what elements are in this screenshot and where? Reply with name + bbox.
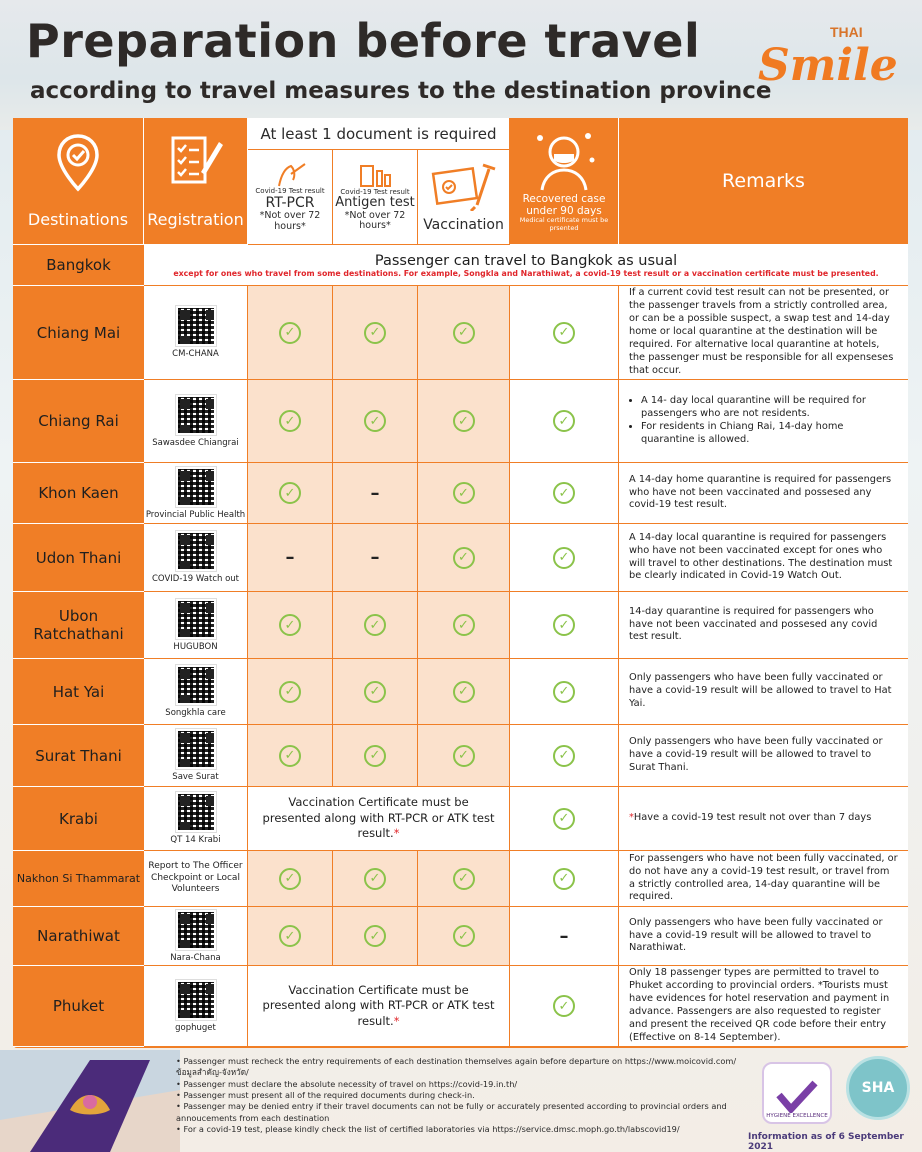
footer-note: • Passenger must present all of the required documents during check-in. bbox=[176, 1090, 746, 1101]
check-icon: ✓ bbox=[553, 808, 575, 830]
merged-requirement bbox=[248, 966, 510, 1047]
qr-code-icon bbox=[176, 599, 216, 639]
remark-cell bbox=[619, 380, 908, 463]
check-icon: ✓ bbox=[453, 482, 475, 504]
registration-label: Sawasdee Chiangrai bbox=[152, 437, 239, 448]
registration-cell bbox=[144, 725, 248, 787]
registration-label: gophuget bbox=[175, 1022, 216, 1033]
status-cell bbox=[333, 463, 418, 524]
registration-label: Registration bbox=[147, 209, 244, 229]
check-icon: ✓ bbox=[553, 410, 575, 432]
destination-cell: Hat Yai bbox=[13, 659, 144, 725]
rtpcr-label: RT-PCR bbox=[265, 194, 315, 211]
nasal-swab-icon bbox=[273, 162, 307, 188]
registration-label: CM-CHANA bbox=[172, 349, 219, 359]
status-cell bbox=[333, 592, 418, 659]
check-icon: ✓ bbox=[364, 322, 386, 344]
status-cell bbox=[510, 907, 619, 966]
registration-cell bbox=[144, 286, 248, 380]
status-cell bbox=[333, 907, 418, 966]
check-icon: ✓ bbox=[279, 925, 301, 947]
remark-text: A 14-day home quarantine is required for passengers who have not been vaccinated and possesed any covid-19 test result. bbox=[629, 473, 892, 511]
antigen-note: *Not over 72 hours* bbox=[344, 209, 406, 231]
bangkok-main: Passenger can travel to Bangkok as usual bbox=[374, 252, 678, 269]
destination-cell: Nakhon Si Thammarat bbox=[13, 851, 144, 907]
col-rtpcr bbox=[248, 150, 333, 245]
merged-requirement bbox=[248, 787, 510, 851]
merged-star: * bbox=[393, 826, 400, 841]
remark-star: * bbox=[629, 812, 634, 824]
col-antigen bbox=[333, 150, 418, 245]
status-cell bbox=[418, 286, 510, 380]
check-icon: ✓ bbox=[364, 745, 386, 767]
check-icon: ✓ bbox=[279, 681, 301, 703]
bangkok-note: except for ones who travel from some destinations. For example, Songkla and Narathiwat, a covid-19 test result or a vaccination certificate must be presented. bbox=[173, 268, 879, 278]
remark-text-wrap bbox=[629, 532, 898, 584]
check-icon: ✓ bbox=[553, 745, 575, 767]
status-cell bbox=[510, 659, 619, 725]
check-icon: ✓ bbox=[453, 614, 475, 636]
dash-icon: – bbox=[285, 547, 295, 568]
test-kit-icon bbox=[358, 163, 392, 189]
qr-code-icon bbox=[176, 792, 216, 832]
remark-text: 14-day quarantine is required for passengers who have not been vaccinated and possesed any covid test result. bbox=[629, 605, 878, 643]
remark-cell bbox=[619, 966, 908, 1047]
check-icon: ✓ bbox=[364, 681, 386, 703]
status-cell bbox=[418, 659, 510, 725]
remark-cell bbox=[619, 592, 908, 659]
registration-cell bbox=[144, 524, 248, 592]
remark-cell bbox=[619, 286, 908, 380]
check-icon: ✓ bbox=[364, 868, 386, 890]
qr-code-icon bbox=[176, 306, 216, 346]
status-cell bbox=[248, 463, 333, 524]
check-icon: ✓ bbox=[279, 868, 301, 890]
status-cell bbox=[333, 286, 418, 380]
qr-code-icon bbox=[176, 467, 216, 507]
footer-note: • Passenger may be denied entry if their travel documents can not be fully or accurately presented according to provincial orders and annoucements from each destination bbox=[176, 1101, 746, 1124]
status-cell bbox=[510, 966, 619, 1047]
hygiene-check-icon bbox=[775, 1079, 819, 1113]
col-remarks: Remarks bbox=[619, 118, 908, 245]
status-cell bbox=[333, 725, 418, 787]
status-cell bbox=[418, 907, 510, 966]
status-cell bbox=[333, 380, 418, 463]
remark-text: If a current covid test result can not be presented, or the passenger travels from a strictly controlled area, or can be a possible suspect, a swap test and 14-day home or local quarantine at the destination will be required. For alternative local quarantine at hotels, the passenger must be responsible for all expenseses that occur. bbox=[629, 287, 894, 376]
check-icon: ✓ bbox=[553, 482, 575, 504]
col-destinations bbox=[13, 118, 144, 245]
remark-item: • For residents in Chiang Rai, 14-day home quarantine is allowed. bbox=[641, 421, 898, 447]
status-cell bbox=[510, 851, 619, 907]
check-icon: ✓ bbox=[453, 681, 475, 703]
check-icon: ✓ bbox=[279, 322, 301, 344]
check-icon: ✓ bbox=[364, 925, 386, 947]
bangkok-info bbox=[144, 245, 908, 286]
rtpcr-small-label: Covid-19 Test result bbox=[255, 187, 325, 196]
remark-cell bbox=[619, 907, 908, 966]
airplane-tail-image bbox=[0, 1050, 180, 1152]
status-cell bbox=[248, 725, 333, 787]
status-cell bbox=[333, 659, 418, 725]
dash-icon: – bbox=[559, 925, 569, 947]
bangkok-destination: Bangkok bbox=[13, 245, 144, 286]
qr-code-icon bbox=[176, 665, 216, 705]
remark-text-wrap bbox=[629, 853, 898, 905]
registration-cell bbox=[144, 851, 248, 907]
status-cell bbox=[510, 787, 619, 851]
logo-name: Smile bbox=[758, 40, 898, 91]
remark-text-wrap bbox=[629, 736, 898, 775]
status-cell bbox=[418, 463, 510, 524]
remark-text: For passengers who have not been fully vaccinated, or do not have any a covid-19 test result, or travel from a strictly controlled area, 14-day quarantine will be required. bbox=[629, 852, 898, 903]
status-cell bbox=[248, 524, 333, 592]
footer-note: • Passenger must recheck the entry requirements of each destination themselves again before departure on https://www.moicovid.com/ข้อมูลสำคัญ-จังหวัด/ bbox=[176, 1056, 746, 1079]
check-icon: ✓ bbox=[453, 322, 475, 344]
dash-icon: – bbox=[370, 547, 380, 568]
qr-code-icon bbox=[176, 980, 216, 1020]
remark-cell bbox=[619, 524, 908, 592]
vaccination-label: Vaccination bbox=[423, 217, 504, 233]
destination-cell: Khon Kaen bbox=[13, 463, 144, 524]
remark-cell bbox=[619, 463, 908, 524]
registration-cell bbox=[144, 966, 248, 1047]
status-cell bbox=[510, 380, 619, 463]
registration-cell bbox=[144, 907, 248, 966]
status-cell bbox=[248, 286, 333, 380]
destinations-label: Destinations bbox=[27, 209, 129, 229]
antigen-label: Antigen test bbox=[335, 195, 415, 211]
check-icon: ✓ bbox=[553, 681, 575, 703]
merged-text: Vaccination Certificate must be presented along with RT-PCR or ATK test result. bbox=[262, 795, 495, 841]
recovered-note: Medical certificate must be prsented bbox=[519, 216, 609, 232]
remark-text: Have a covid-19 test result not over than 7 days bbox=[633, 812, 872, 824]
check-icon: ✓ bbox=[279, 410, 301, 432]
qr-code-icon bbox=[176, 910, 216, 950]
dash-icon: – bbox=[370, 482, 380, 504]
hygiene-excellence-badge bbox=[762, 1062, 832, 1124]
destination-cell: Chiang Rai bbox=[13, 380, 144, 463]
registration-cell bbox=[144, 380, 248, 463]
status-cell bbox=[418, 380, 510, 463]
vaccine-certificate-icon bbox=[431, 161, 497, 211]
merged-line bbox=[258, 795, 499, 842]
status-cell bbox=[418, 725, 510, 787]
registration-label: HUGUBON bbox=[173, 641, 218, 652]
check-icon: ✓ bbox=[364, 614, 386, 636]
remark-text-wrap bbox=[629, 917, 898, 956]
masked-person-icon bbox=[532, 130, 596, 192]
destination-cell: Chiang Mai bbox=[13, 286, 144, 380]
check-icon: ✓ bbox=[453, 745, 475, 767]
status-cell bbox=[333, 851, 418, 907]
registration-label: Save Surat bbox=[172, 772, 219, 782]
status-cell bbox=[248, 380, 333, 463]
footer-note: • Passenger must declare the absolute necessity of travel on https://covid-19.in.th/ bbox=[176, 1079, 746, 1090]
check-icon: ✓ bbox=[553, 868, 575, 890]
col-registration bbox=[144, 118, 248, 245]
merged-star: * bbox=[393, 1013, 400, 1028]
remark-text-wrap bbox=[629, 812, 871, 825]
check-icon: ✓ bbox=[453, 547, 475, 569]
check-icon: ✓ bbox=[364, 410, 386, 432]
antigen-small-label: Covid-19 Test result bbox=[340, 187, 410, 196]
destination-cell: Phuket bbox=[13, 966, 144, 1047]
check-icon: ✓ bbox=[453, 410, 475, 432]
remark-text-wrap bbox=[629, 606, 898, 645]
registration-cell bbox=[144, 463, 248, 524]
qr-code-icon bbox=[176, 531, 216, 571]
status-cell bbox=[510, 463, 619, 524]
registration-label: Nara-Chana bbox=[170, 952, 221, 963]
registration-label: Report to The Officer Checkpoint or Local Volunteers bbox=[148, 860, 243, 895]
remark-text: Only passengers who have been fully vaccinated or have a covid-19 result will be allowed to travel to Narathiwat. bbox=[629, 916, 883, 954]
status-cell bbox=[510, 524, 619, 592]
destination-cell: Udon Thani bbox=[13, 524, 144, 592]
check-icon: ✓ bbox=[553, 547, 575, 569]
status-cell bbox=[333, 524, 418, 592]
col-vaccination bbox=[418, 150, 510, 245]
status-cell bbox=[248, 659, 333, 725]
travel-table bbox=[13, 118, 908, 1048]
remark-cell bbox=[619, 725, 908, 787]
page-subtitle: according to travel measures to the destination province bbox=[30, 78, 772, 104]
remark-text: Only passengers who have been fully vaccinated or have a covid-19 result will be allowed to travel to Surat Thani. bbox=[629, 736, 883, 773]
check-icon: ✓ bbox=[553, 614, 575, 636]
thai-smile-logo bbox=[752, 20, 902, 100]
sha-badge: SHA bbox=[846, 1056, 910, 1120]
page-title: Preparation before travel bbox=[26, 14, 701, 68]
check-icon: ✓ bbox=[279, 614, 301, 636]
logo-brand: THAI bbox=[830, 24, 863, 40]
rtpcr-note: *Not over 72 hours* bbox=[259, 210, 321, 232]
remark-text: A 14-day local quarantine is required for passengers who have not been vaccinated except for ones who will travel to other destinations. The destination must be clearly indicated in Covid-19 Watch Out. bbox=[629, 531, 893, 582]
hygiene-badge-label: HYGIENE EXCELLENCE bbox=[766, 1113, 828, 1119]
registration-cell bbox=[144, 787, 248, 851]
check-icon: ✓ bbox=[453, 925, 475, 947]
check-icon: ✓ bbox=[279, 745, 301, 767]
status-cell bbox=[418, 851, 510, 907]
remark-text-wrap bbox=[629, 967, 898, 1045]
certification-badges bbox=[760, 1056, 910, 1126]
info-date: Information as of 6 September 2021 bbox=[748, 1132, 904, 1152]
destination-cell: Krabi bbox=[13, 787, 144, 851]
registration-cell bbox=[144, 659, 248, 725]
doc-required-header: At least 1 document is required bbox=[248, 118, 510, 150]
status-cell bbox=[418, 592, 510, 659]
check-icon: ✓ bbox=[553, 322, 575, 344]
registration-label: Songkhla care bbox=[165, 708, 226, 718]
remark-cell bbox=[619, 787, 908, 851]
status-cell bbox=[510, 286, 619, 380]
footer-notes bbox=[176, 1056, 746, 1135]
qr-code-icon bbox=[176, 395, 216, 435]
merged-line bbox=[258, 983, 499, 1030]
destination-cell: Surat Thani bbox=[13, 725, 144, 787]
registration-cell bbox=[144, 592, 248, 659]
check-icon: ✓ bbox=[553, 995, 575, 1017]
remark-cell bbox=[619, 659, 908, 725]
remark-text: Only 18 passenger types are permitted to travel to Phuket according to provincial orders. *Tourists must have evidences for hotel reservation and payment in advance. Passengers are also requested to register and present the received QR code before their entry (Effective on 8-14 September). bbox=[629, 967, 890, 1043]
remark-text-wrap bbox=[629, 474, 898, 513]
location-pin-icon bbox=[55, 134, 101, 192]
registration-label: QT 14 Krabi bbox=[170, 835, 221, 845]
destination-cell: Narathiwat bbox=[13, 907, 144, 966]
remark-text-wrap bbox=[629, 672, 898, 711]
check-icon: ✓ bbox=[453, 868, 475, 890]
registration-label: COVID-19 Watch out bbox=[151, 574, 239, 584]
col-recovered bbox=[510, 118, 619, 245]
remark-cell bbox=[619, 851, 908, 907]
check-icon: ✓ bbox=[279, 482, 301, 504]
remark-text-wrap bbox=[629, 287, 898, 377]
footer-note: • For a covid-19 test, please kindly check the list of certified laboratories via https://service.dmsc.moph.go.th/labscovid19/ bbox=[176, 1124, 746, 1135]
remark-text: Only passengers who have been fully vaccinated or have a covid-19 result will be allowed to travel to Hat Yai. bbox=[629, 672, 892, 709]
status-cell bbox=[418, 524, 510, 592]
remark-list bbox=[629, 395, 898, 447]
registration-label: Provincial Public Health bbox=[145, 509, 246, 520]
status-cell bbox=[248, 851, 333, 907]
status-cell bbox=[510, 592, 619, 659]
destination-cell: Ubon Ratchathani bbox=[13, 592, 144, 659]
merged-text: Vaccination Certificate must be presented along with RT-PCR or ATK test result. bbox=[262, 982, 495, 1028]
status-cell bbox=[248, 907, 333, 966]
status-cell bbox=[248, 592, 333, 659]
status-cell bbox=[510, 725, 619, 787]
remark-item: • A 14- day local quarantine will be required for passengers who are not residents. bbox=[641, 395, 898, 421]
recovered-label: Recovered case under 90 days bbox=[522, 193, 606, 217]
checklist-icon bbox=[169, 134, 223, 186]
qr-code-icon bbox=[176, 729, 216, 769]
